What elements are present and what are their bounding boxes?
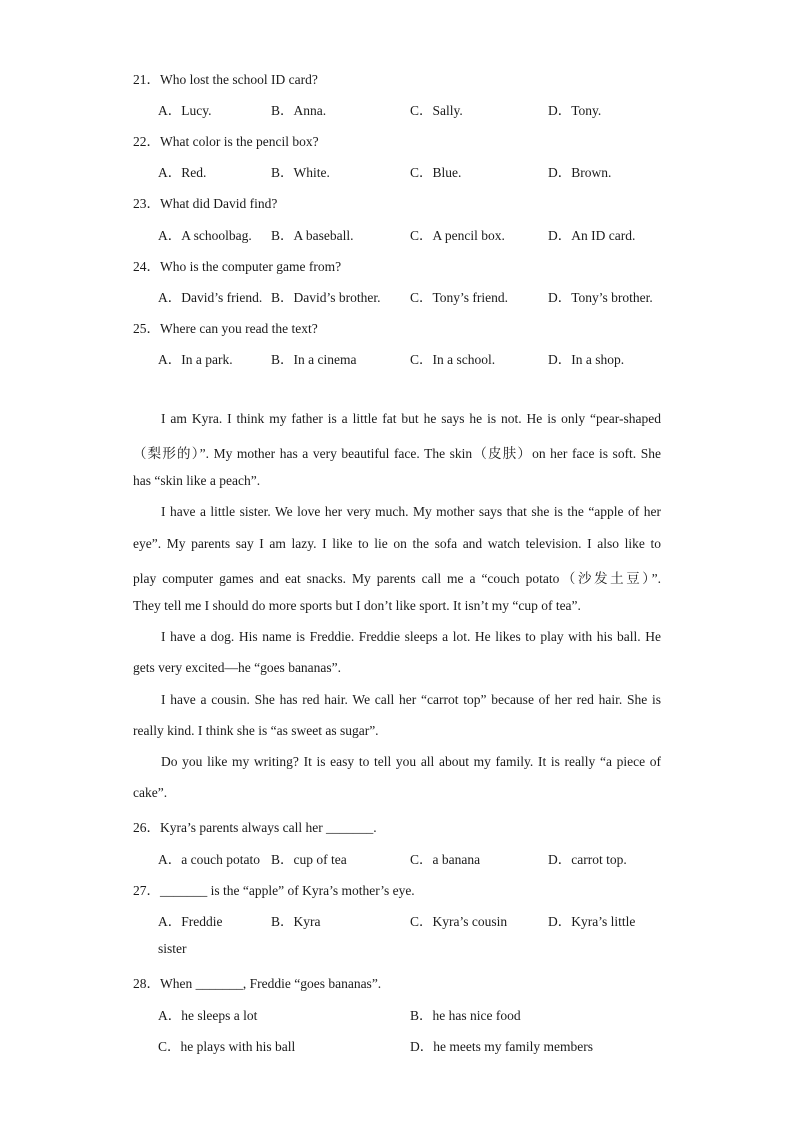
passage-line: I have a dog. His name is Freddie. Freddie sleeps a lot. He likes to play with his ball. He bbox=[161, 629, 661, 644]
question-stem: What did David find? bbox=[160, 196, 278, 211]
option-25-a[interactable]: A．In a park. bbox=[158, 352, 233, 367]
question-number: 26． bbox=[133, 820, 160, 835]
option-23-b[interactable]: B．A baseball. bbox=[271, 228, 354, 243]
passage-line: play computer games and eat snacks. My parents call me a “couch potato（沙发土豆）”. bbox=[133, 571, 661, 586]
option-21-c[interactable]: C．Sally. bbox=[410, 103, 463, 118]
question-stem: _______ is the “apple” of Kyra’s mother’s eye. bbox=[160, 883, 415, 898]
option-26-a[interactable]: A．a couch potato bbox=[158, 852, 260, 867]
option-26-c[interactable]: C．a banana bbox=[410, 852, 481, 867]
option-26-d[interactable]: D．carrot top. bbox=[548, 852, 627, 867]
option-22-a[interactable]: A．Red. bbox=[158, 165, 207, 180]
option-28-a[interactable]: A．he sleeps a lot bbox=[158, 1008, 258, 1023]
option-27-a-continuation: sister bbox=[158, 941, 187, 956]
option-22-c[interactable]: C．Blue. bbox=[410, 165, 462, 180]
question-number: 21． bbox=[133, 72, 160, 87]
question-number: 22． bbox=[133, 134, 160, 149]
question-28 bbox=[133, 972, 381, 992]
option-27-a[interactable]: A．Freddie bbox=[158, 914, 223, 929]
question-stem: What color is the pencil box? bbox=[160, 134, 319, 149]
option-27-b[interactable]: B．Kyra bbox=[271, 914, 321, 929]
passage-line: I have a cousin. She has red hair. We call her “carrot top” because of her red hair. She is bbox=[161, 692, 661, 707]
question-stem: Who lost the school ID card? bbox=[160, 72, 318, 87]
option-27-d[interactable]: D．Kyra’s little bbox=[548, 914, 636, 929]
option-23-c[interactable]: C．A pencil box. bbox=[410, 228, 505, 243]
question-23 bbox=[133, 192, 277, 212]
option-25-d[interactable]: D．In a shop. bbox=[548, 352, 625, 367]
question-number: 23． bbox=[133, 196, 160, 211]
passage-line: eye”. My parents say I am lazy. I like to lie on the sofa and watch television. I also like to bbox=[133, 536, 661, 551]
question-number: 25． bbox=[133, 321, 160, 336]
question-stem: Who is the computer game from? bbox=[160, 259, 342, 274]
question-24 bbox=[133, 255, 341, 275]
option-26-b[interactable]: B．cup of tea bbox=[271, 852, 347, 867]
question-stem: Where can you read the text? bbox=[160, 321, 318, 336]
passage-line: I have a little sister. We love her very much. My mother says that she is the “apple of her bbox=[161, 504, 661, 519]
option-24-a[interactable]: A．David’s friend. bbox=[158, 290, 263, 305]
question-number: 24． bbox=[133, 259, 160, 274]
option-28-b[interactable]: B．he has nice food bbox=[410, 1008, 521, 1023]
option-22-b[interactable]: B．White. bbox=[271, 165, 330, 180]
option-24-c[interactable]: C．Tony’s friend. bbox=[410, 290, 509, 305]
option-23-d[interactable]: D．An ID card. bbox=[548, 228, 636, 243]
option-25-c[interactable]: C．In a school. bbox=[410, 352, 496, 367]
question-25 bbox=[133, 317, 318, 337]
passage-line: cake”. bbox=[133, 785, 168, 800]
option-24-b[interactable]: B．David’s brother. bbox=[271, 290, 381, 305]
passage-line: gets very excited—he “goes bananas”. bbox=[133, 660, 342, 675]
option-23-a[interactable]: A．A schoolbag. bbox=[158, 228, 252, 243]
passage-line: has “skin like a peach”. bbox=[133, 473, 261, 488]
option-22-d[interactable]: D．Brown. bbox=[548, 165, 612, 180]
question-27 bbox=[133, 879, 415, 899]
option-24-d[interactable]: D．Tony’s brother. bbox=[548, 290, 653, 305]
option-28-d[interactable]: D．he meets my family members bbox=[410, 1039, 593, 1054]
option-21-a[interactable]: A．Lucy. bbox=[158, 103, 212, 118]
question-stem: When _______, Freddie “goes bananas”. bbox=[160, 976, 382, 991]
passage-line: They tell me I should do more sports but I don’t like sport. It isn’t my “cup of tea”. bbox=[133, 598, 581, 613]
question-number: 27． bbox=[133, 883, 160, 898]
question-number: 28． bbox=[133, 976, 160, 991]
passage-line: I am Kyra. I think my father is a little fat but he says he is not. He is only “pear-shaped bbox=[161, 411, 661, 426]
question-26 bbox=[133, 816, 377, 836]
option-21-d[interactable]: D．Tony. bbox=[548, 103, 602, 118]
question-21 bbox=[133, 68, 318, 88]
passage-line: Do you like my writing? It is easy to tell you all about my family. It is really “a piece of bbox=[161, 754, 661, 769]
passage-line: （梨形的）”. My mother has a very beautiful face. The skin（皮肤）on her face is soft. She bbox=[133, 446, 661, 461]
option-27-c[interactable]: C．Kyra’s cousin bbox=[410, 914, 508, 929]
option-28-c[interactable]: C．he plays with his ball bbox=[158, 1039, 296, 1054]
option-25-b[interactable]: B．In a cinema bbox=[271, 352, 357, 367]
question-22 bbox=[133, 130, 319, 150]
option-21-b[interactable]: B．Anna. bbox=[271, 103, 327, 118]
passage-line: really kind. I think she is “as sweet as sugar”. bbox=[133, 723, 379, 738]
question-stem: Kyra’s parents always call her _______. bbox=[160, 820, 377, 835]
